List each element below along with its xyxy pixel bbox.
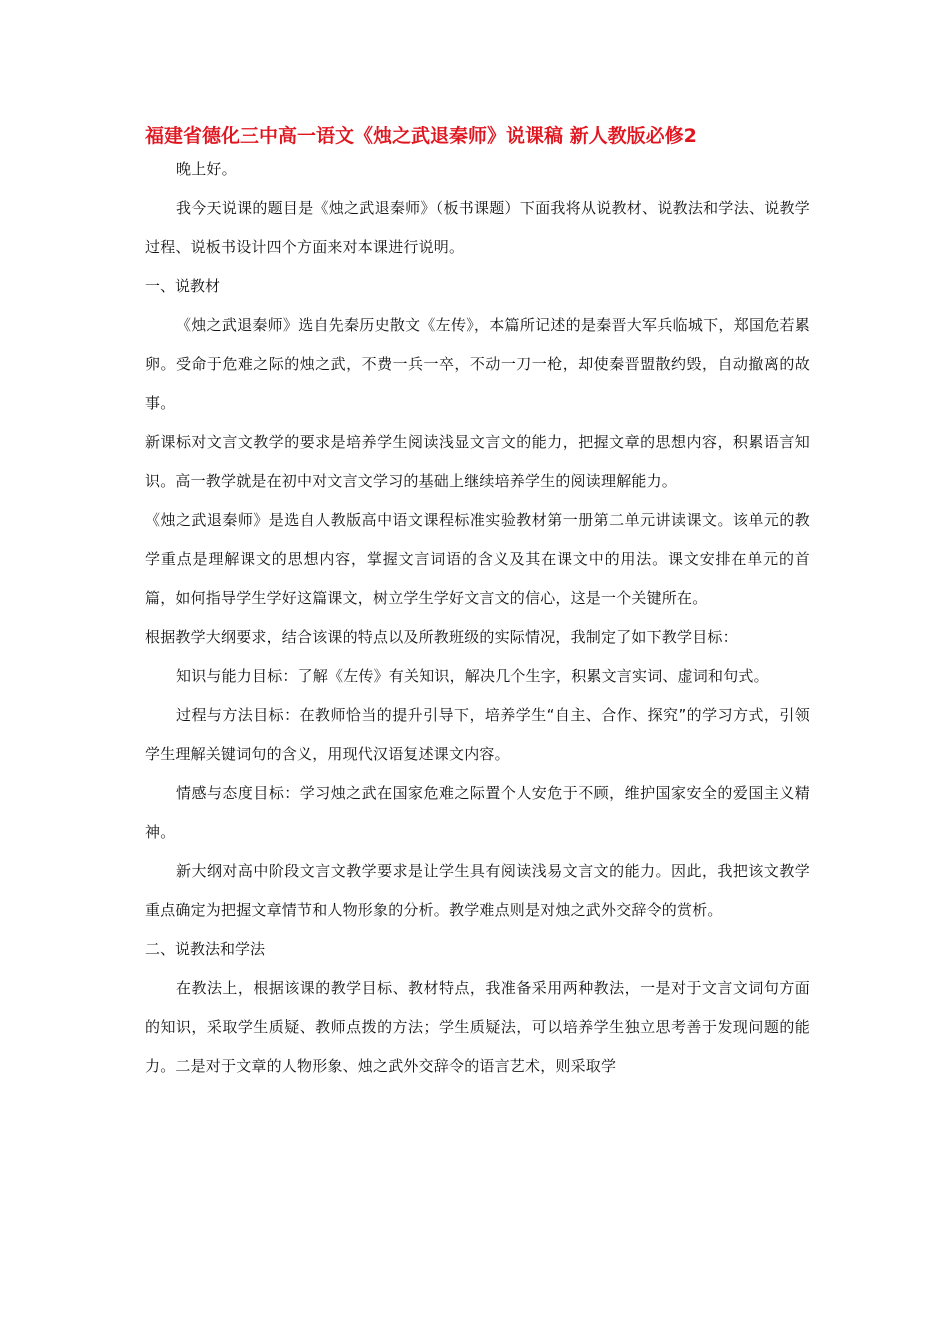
- textbook-paragraph-2: 新课标对文言文教学的要求是培养学生阅读浅显文言文的能力，把握文章的思想内容，积累语言知识。高一教学就是在初中对文言文学习的基础上继续培养学生的阅读理解能力。: [145, 433, 810, 490]
- greeting-paragraph: 晚上好。: [176, 160, 237, 178]
- document-title: 福建省德化三中高一语文《烛之武退秦师》说课稿 新人教版必修2: [145, 125, 697, 147]
- intro-paragraph: 我今天说课的题目是《烛之武退秦师》（板书课题）下面我将从说教材、说教法和学法、说教学过程、说板书设计四个方面来对本课进行说明。: [145, 199, 810, 256]
- goal-knowledge-paragraph: 知识与能力目标：了解《左传》有关知识，解决几个生字，积累文言实词、虚词和句式。: [176, 667, 769, 685]
- section-heading-methods: 二、说教法和学法: [145, 940, 266, 958]
- textbook-paragraph-3: 《烛之武退秦师》是选自人教版高中语文课程标准实验教材第一册第二单元讲读课文。该单元的教学重点是理解课文的思想内容，掌握文言词语的含义及其在课文中的用法。课文安排在单元的首篇，如何指导学生学好这篇课文，树立学生学好文言文的信心，这是一个关键所在。: [145, 511, 810, 607]
- goal-emotion-paragraph: 情感与态度目标：学习烛之武在国家危难之际置个人安危于不顾，维护国家安全的爱国主义精神。: [145, 784, 810, 841]
- goal-process-paragraph: 过程与方法目标：在教师恰当的提升引导下，培养学生“自主、合作、探究”的学习方式，引领学生理解关键词句的含义，用现代汉语复述课文内容。: [145, 706, 810, 763]
- textbook-paragraph-1: 《烛之武退秦师》选自先秦历史散文《左传》，本篇所记述的是秦晋大军兵临城下，郑国危若累卵。受命于危难之际的烛之武，不费一兵一卒，不动一刀一枪，却使秦晋盟散约毁，自动撤离的故事。: [145, 316, 810, 412]
- textbook-paragraph-4: 根据教学大纲要求，结合该课的特点以及所教班级的实际情况，我制定了如下教学目标：: [145, 628, 738, 646]
- section-heading-textbook: 一、说教材: [145, 277, 221, 295]
- textbook-paragraph-5: 新大纲对高中阶段文言文教学要求是让学生具有阅读浅易文言文的能力。因此，我把该文教学重点确定为把握文章情节和人物形象的分析。教学难点则是对烛之武外交辞令的赏析。: [145, 862, 810, 919]
- document-body: [145, 150, 810, 1086]
- methods-paragraph-1: 在教法上，根据该课的教学目标、教材特点，我准备采用两种教法，一是对于文言文词句方面的知识，采取学生质疑、教师点拨的方法；学生质疑法，可以培养学生独立思考善于发现问题的能力。二是对于文章的人物形象、烛之武外交辞令的语言艺术，则采取学: [145, 979, 810, 1075]
